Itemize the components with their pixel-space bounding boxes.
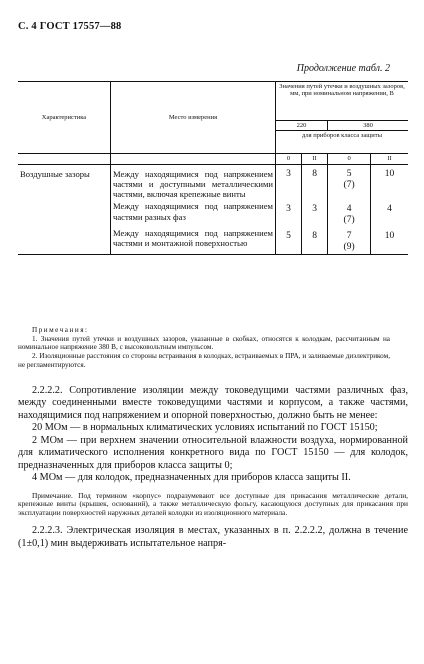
table-notes [18,326,390,369]
paragraph-2-2-2-2: 2.2.2.2. Сопротивление изоляции между токоведущими частями различных фаз, между соединенными вместе токоведущими частями и корпусом, а также частями, находящимися под напряжением и опорной поверхностью, должно быть не менее: [18,385,408,421]
row-value: 5 (7) [328,164,371,200]
row-value: 4 (7) [328,200,371,227]
class-col-3: 0 [328,154,371,164]
class-col-4: II [371,154,408,164]
col-header-characteristic: Характеристика [18,82,111,154]
note-1: 1. Значения путей утечки и воздушных зазоров, указанные в скобках, относятся к колодкам, рассчитанным на номинальное напряжение 380 В, с высоковольтным импульсом. [18,334,390,352]
table-continuation-label: Продолжение табл. 2 [296,63,390,74]
paragraph-2-2-2-3: 2.2.2.3. Электрическая изоляция в местах, указанных в п. 2.2.2.2, должна в течение (1±0,1) мин выдерживать испытательное напря- [18,525,408,549]
row-value: 10 [371,227,408,254]
row-characteristic: Воздушные зазоры [20,168,90,179]
col-header-values: Значения путей утечки и воздушных зазоров, мм, при номинальном напряжении, В [276,82,409,121]
voltage-380: 380 [328,121,408,131]
list-item-20-mohm: 20 МОм — в нормальных климатических условиях испытаний по ГОСТ 15150; [32,422,378,434]
row-place: Между находящимися под напряжением частями разных фаз [111,200,276,227]
body-text [18,385,408,550]
row-value: 8 [302,227,328,254]
voltage-220: 220 [276,121,328,131]
list-item-4-mohm: 4 МОм — для колодок, предназначенных для приборов класса защиты II. [32,472,351,484]
row-value: 8 [302,164,328,200]
notes-title: Примечания: [32,326,89,334]
note-2: 2. Изоляционные расстояния со стороны встраивания в колодках, встраиваемых в ПРА, и заливаемые диэлектриком, не регламентируются. [18,351,390,369]
row-characteristic [18,227,111,254]
housing-note: Примечание. Под термином «корпус» подразумевают все доступные для прикасания металлические детали, крепежные винты (крышек, оснований), а также металлическую фольгу, касающуюся доступных для прикасания при эксплуатации поверхностей наружных деталей колодки из изоляционного материала. [18,490,408,518]
protection-class-header: для приборов класса защиты [276,131,409,154]
row-value: 3 [276,200,302,227]
clearance-table [18,81,408,255]
row-value: 10 [371,164,408,200]
row-value: 7 (9) [328,227,371,254]
col-header-place: Место измерения [111,82,276,154]
class-col-2: II [302,154,328,164]
page-header: С. 4 ГОСТ 17557—88 [18,21,122,32]
row-value: 3 [276,164,302,200]
row-place: Между находящимися под напряжением частями и доступными металлическими частями, включая крепежные винты [111,164,276,200]
list-item-2-mohm: 2 МОм — при верхнем значении относительной влажности воздуха, нормированной для климатического исполнения конкретного вида по ГОСТ 15150 — для колодок, предназначенных для приборов класса защиты 0; [18,434,408,471]
row-characteristic [18,200,111,227]
row-value: 5 [276,227,302,254]
class-col-1: 0 [276,154,302,164]
row-value: 3 [302,200,328,227]
row-place: Между находящимися под напряжением частями и монтажной поверхностью [111,227,276,254]
row-value: 4 [371,200,408,227]
